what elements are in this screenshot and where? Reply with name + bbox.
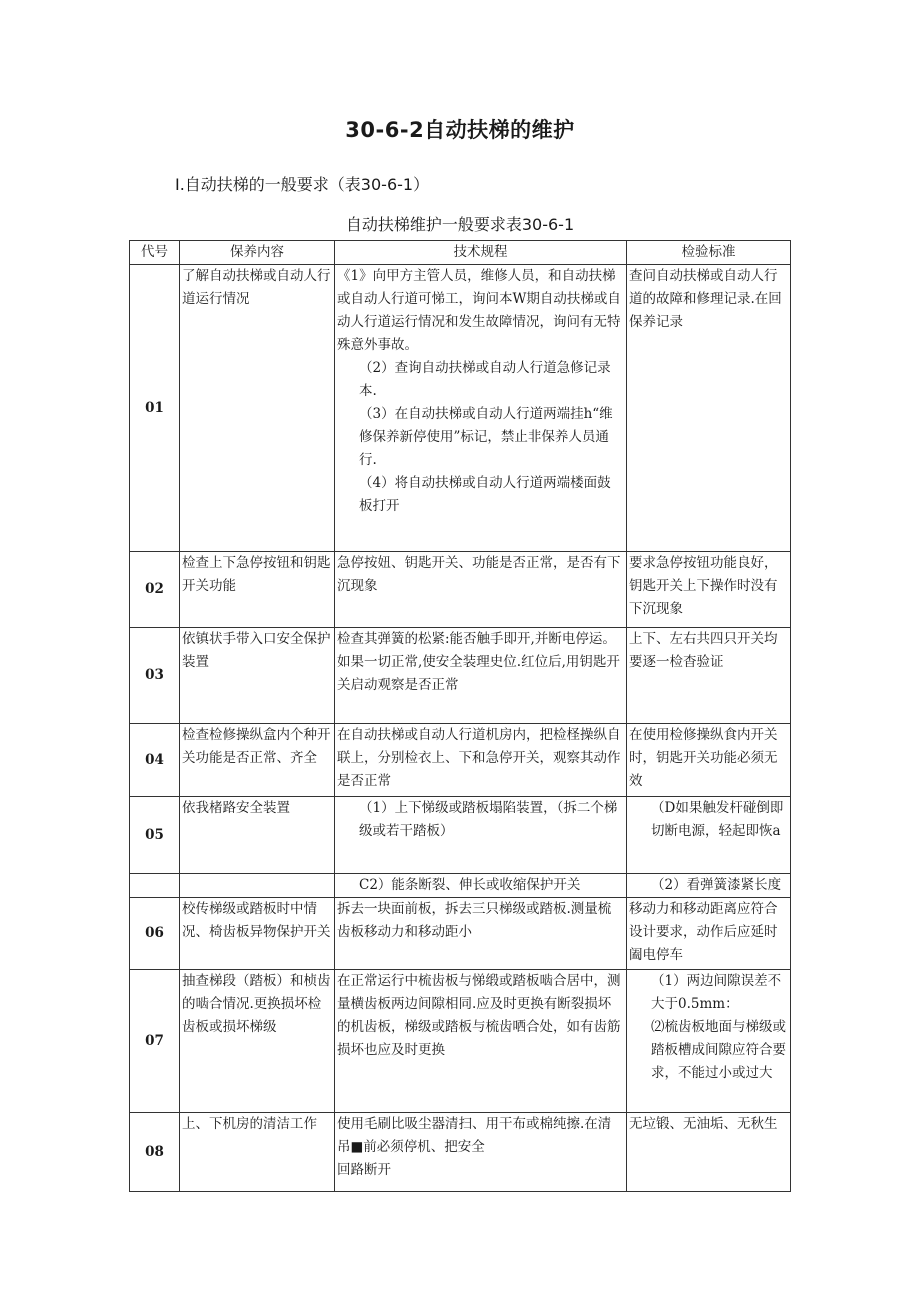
row-standard: 无垃锻、无油垢、无秋生 — [627, 1113, 791, 1192]
row-procedure: 在自动扶梯或自动人行道机房内，把检柽操纵自联上，分别检衣上、下和急停开关，观察其动作是否正常 — [335, 724, 627, 797]
procedure-step: （3）在自动扶梯或自动人行道两端挂h“维修保养新停使用”标记，禁止非保养人员通行. — [359, 406, 613, 468]
table-caption: 自动扶梯维护一般要求表30-6-1 — [345, 215, 575, 234]
row-content — [180, 874, 335, 898]
header-content: 保养内容 — [180, 241, 335, 265]
row-content: 抽查梯段（踏板）和桢齿的啮合情况.更换损坏检齿板或损坏梯级 — [180, 970, 335, 1113]
row-procedure — [335, 265, 627, 552]
row-standard — [627, 970, 791, 1113]
standard-step: （2）看弹簧漆紧长度 — [651, 877, 782, 893]
section-heading: I.自动扶梯的一般要求（表30-6-1） — [175, 175, 430, 194]
row-procedure — [335, 874, 627, 898]
procedure-step: （4）将自动扶梯或自动人行道两端楼面鼓板打开 — [359, 475, 611, 514]
procedure-step: （2）查询自动扶梯或自动人行道急修记录本. — [359, 360, 611, 399]
row-code: 06 — [130, 898, 180, 970]
procedure-step: C2）能条断裂、伸长或收缩保护开关 — [359, 877, 581, 893]
table-row — [130, 970, 791, 1113]
row-code — [130, 874, 180, 898]
maintenance-table — [129, 240, 791, 1192]
row-content: 检查检修操纵盒内个种开关功能是否正常、齐全 — [180, 724, 335, 797]
row-standard: 在使用检修操纵食内开关时，钥匙开关功能必须无效 — [627, 724, 791, 797]
standard-step: ⑵梳齿板地面与梯级或踏板槽成间隙应符合要求，不能过小或过大 — [651, 1019, 786, 1081]
standard-step: （1）两边间隙误差不大于0.5mm： — [651, 973, 782, 1012]
row-procedure: 在正常运行中梳齿板与悌缎或踏板啮合居中，测量横齿板两边间隙相同.应及时更换有断裂损坏的机齿板，梯级或踏板与梳齿哂合处，如有齿筋损坏也应及时更换 — [335, 970, 627, 1113]
procedure-step: 《1》向甲方主管人员，维修人员，和自动扶梯或自动人行道可悌工，询问本W期自动扶梯或自动人行道运行情况和发生故障情况，询问有无特殊意外事故。 — [337, 268, 621, 353]
row-content: 依镇状手带入口安全保护装置 — [180, 628, 335, 724]
row-code: 05 — [130, 797, 180, 874]
row-code: 02 — [130, 552, 180, 628]
table-row — [130, 724, 791, 797]
table-row — [130, 1113, 791, 1192]
table-row — [130, 628, 791, 724]
table-row — [130, 898, 791, 970]
row-code: 04 — [130, 724, 180, 797]
standard-step: （D如果触发杆碰倒即切断电源，轻起即恢a — [651, 800, 784, 839]
page-title: 30-6-2自动扶梯的维护 — [345, 118, 575, 142]
row-standard — [627, 874, 791, 898]
row-procedure: 检查其弹簧的松紧:能否触手即开,并断电停运。如果一切正常,使安全装理史位.红位后,用钥匙开关启动观察是否正常 — [335, 628, 627, 724]
row-procedure: 急停按妞、钥匙开关、功能是否正常，是否有下沉现象 — [335, 552, 627, 628]
procedure-step: 回路断开 — [337, 1162, 391, 1178]
row-content: 校传梯级或踏板时中情况、椅齿板异物保护开关 — [180, 898, 335, 970]
header-procedure: 技术规程 — [335, 241, 627, 265]
row-content: 检查上下急停按钮和钥匙开关功能 — [180, 552, 335, 628]
row-code: 03 — [130, 628, 180, 724]
procedure-step: 使用毛刷比吸尘器清扫、用干布或棉纯擦.在清吊■前必须停机、把安全 — [337, 1116, 612, 1155]
row-standard — [627, 797, 791, 874]
row-procedure: 拆去一块面前板，拆去三只梯级或踏板.测量梳齿板移动力和移动距小 — [335, 898, 627, 970]
row-procedure — [335, 797, 627, 874]
header-code: 代号 — [130, 241, 180, 265]
table-header-row — [130, 241, 791, 265]
row-code: 07 — [130, 970, 180, 1113]
row-code: 08 — [130, 1113, 180, 1192]
table-row — [130, 265, 791, 552]
procedure-step: （1）上下悌级或踏板塌陷装置，（拆二个梯级或若干踏板） — [359, 800, 618, 839]
table-row — [130, 797, 791, 874]
row-procedure — [335, 1113, 627, 1192]
table-row — [130, 552, 791, 628]
row-content: 了解自动扶梯或自动人行道运行情况 — [180, 265, 335, 552]
row-standard: 要求急停按钮功能良好，钥匙开关上下操作时没有下沉现象 — [627, 552, 791, 628]
row-code: 01 — [130, 265, 180, 552]
row-content: 上、下机房的清洁工作 — [180, 1113, 335, 1192]
table-row — [130, 874, 791, 898]
row-standard: 上下、左右共四只开关均要逐一检杳验证 — [627, 628, 791, 724]
row-standard: 查问自动扶梯或自动人行道的故障和修理记录.在回保养记录 — [627, 265, 791, 552]
row-content: 依我楮路安全装置 — [180, 797, 335, 874]
row-standard: 移动力和移动距离应符合设计要求，动作后应延时阖电停车 — [627, 898, 791, 970]
header-standard: 检验标准 — [627, 241, 791, 265]
